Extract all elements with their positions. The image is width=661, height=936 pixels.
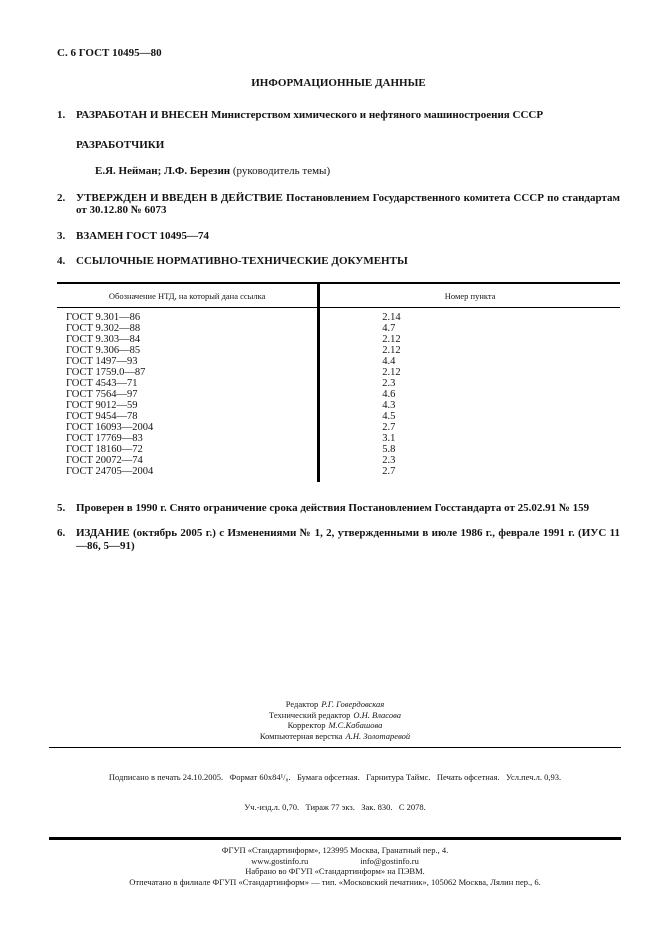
info-item-references xyxy=(57,255,620,268)
publisher-website: www.gostinfo.ru xyxy=(251,855,309,866)
clause-number: 4.3 xyxy=(382,399,396,411)
colophon xyxy=(49,699,621,887)
clause-number: 4.5 xyxy=(382,410,396,422)
table-row xyxy=(57,389,620,400)
ntd-designation: ГОСТ 9012—59 xyxy=(57,400,319,411)
clause-number: 2.7 xyxy=(382,421,396,433)
ntd-designation: ГОСТ 9454—78 xyxy=(57,411,319,422)
imprint-line-2: Уч.-изд.л. 0,70. Тираж 77 экз. Зак. 830. С 2078. xyxy=(244,802,426,812)
clause-number: 4.6 xyxy=(382,388,396,400)
developers-heading: РАЗРАБОТЧИКИ xyxy=(76,138,165,151)
table-header xyxy=(57,283,620,308)
info-item-approved xyxy=(57,192,620,217)
ntd-designation: ГОСТ 16093—2004 xyxy=(57,422,319,433)
credit-name: О.Н. Власова xyxy=(353,709,401,720)
info-item-checked xyxy=(57,502,620,515)
item-text: УТВЕРЖДЕН И ВВЕДЕН В ДЕЙСТВИЕ Постановлением Государственного комитета СССР по стандартам от 30.12.80 № 6073 xyxy=(76,191,620,216)
publisher-email: info@gostinfo.ru xyxy=(360,855,419,866)
item-number: 4. xyxy=(57,255,66,267)
clause-number: 5.8 xyxy=(382,443,396,455)
table-body xyxy=(57,307,620,482)
credit-role: Редактор xyxy=(285,699,319,709)
table-row xyxy=(57,334,620,345)
table-row xyxy=(57,345,620,356)
credit-name: М.С.Кабашова xyxy=(328,720,383,730)
item-number: 3. xyxy=(57,229,66,242)
imprint-line-1: Подписано в печать 24.10.2005. Формат 60х84¹/₈. Бумага офсетная. Гарнитура Таймс. Печать офсетная. Усл.печ.л. 0,93. xyxy=(108,772,562,782)
ntd-designation: ГОСТ 1759.0—87 xyxy=(57,367,319,378)
ntd-designation: ГОСТ 17769—83 xyxy=(57,433,319,444)
item-number: 5. xyxy=(57,501,66,514)
table-row xyxy=(57,444,620,455)
credit-line-proofreader xyxy=(49,720,621,731)
table-header-row xyxy=(57,283,620,308)
item-text: Проверен в 1990 г. Снято ограничение срока действия Постановлением Госстандарта от 25.02.91 № 159 xyxy=(76,501,590,514)
credit-line-layout xyxy=(49,731,621,742)
credits-block xyxy=(49,699,621,741)
clause-number: 2.12 xyxy=(382,344,401,356)
clause-number: 4.7 xyxy=(382,322,396,334)
clause-number: 4.4 xyxy=(382,355,396,367)
credit-role: Технический редактор xyxy=(269,709,351,720)
ntd-designation: ГОСТ 7564—97 xyxy=(57,389,319,400)
developer-names: Е.Я. Нейман; Л.Ф. Березин xyxy=(95,165,231,177)
publisher-block xyxy=(49,840,621,887)
clause-number: 2.12 xyxy=(382,333,401,345)
ntd-designation: ГОСТ 24705—2004 xyxy=(57,466,319,482)
info-item-developed xyxy=(57,109,620,122)
clause-number: 2.14 xyxy=(382,311,401,323)
table-header-clause: Номер пункта xyxy=(319,283,620,308)
table-row xyxy=(57,367,620,378)
ntd-designation: ГОСТ 9.301—86 xyxy=(57,307,319,323)
developers-line xyxy=(95,165,620,178)
credit-line-technical-editor xyxy=(49,710,621,721)
clause-number: 2.12 xyxy=(382,366,401,378)
table-row xyxy=(57,433,620,444)
ntd-designation: ГОСТ 9.302—88 xyxy=(57,323,319,334)
credit-role: Компьютерная верстка xyxy=(259,730,343,741)
table-row xyxy=(57,356,620,367)
publisher-contacts xyxy=(49,856,621,867)
ntd-designation: ГОСТ 9.303—84 xyxy=(57,334,319,345)
page-header-code: С. 6 ГОСТ 10495—80 xyxy=(57,47,162,59)
item-text: РАЗРАБОТАН И ВНЕСЕН Министерством химического и нефтяного машиностроения СССР xyxy=(76,109,544,121)
table-row xyxy=(57,378,620,389)
ntd-designation: ГОСТ 4543—71 xyxy=(57,378,319,389)
credit-name: Р.Г. Говердовская xyxy=(321,699,385,709)
clause-number: 2.3 xyxy=(382,454,396,466)
print-imprint xyxy=(49,748,621,837)
item-number: 2. xyxy=(57,191,66,204)
table-row xyxy=(57,455,620,466)
table-row xyxy=(57,323,620,334)
table-header-designation: Обозначение НТД, на который дана ссылка xyxy=(57,283,319,308)
table-row xyxy=(57,422,620,433)
item-text: ССЫЛОЧНЫЕ НОРМАТИВНО-ТЕХНИЧЕСКИЕ ДОКУМЕНТЫ xyxy=(76,255,408,267)
ntd-designation: ГОСТ 1497—93 xyxy=(57,356,319,367)
info-item-edition xyxy=(57,527,620,552)
table-row xyxy=(57,307,620,323)
item-text: ВЗАМЕН ГОСТ 10495—74 xyxy=(76,229,210,242)
referenced-documents-table xyxy=(57,282,620,482)
typeset-note: Набрано во ФГУП «Стандартинформ» на ПЭВМ. xyxy=(245,866,425,876)
publisher-address: ФГУП «Стандартинформ», 123995 Москва, Гранатный пер., 4. xyxy=(221,845,449,855)
clause-number: 2.7 xyxy=(382,465,396,477)
table-row xyxy=(57,466,620,482)
credit-role: Корректор xyxy=(287,720,326,730)
ntd-designation: ГОСТ 20072—74 xyxy=(57,455,319,466)
clause-number: 3.1 xyxy=(382,432,396,444)
ntd-designation: ГОСТ 9.306—85 xyxy=(57,345,319,356)
clause-number: 2.3 xyxy=(382,377,396,389)
item-text: ИЗДАНИЕ (октябрь 2005 г.) с Изменениями № 1, 2, утвержденными в июле 1986 г., феврале 1991 г. (ИУС 11—86, 5—91) xyxy=(76,527,620,552)
info-item-replaces xyxy=(57,230,620,243)
table-row xyxy=(57,400,620,411)
item-number: 6. xyxy=(57,527,66,539)
printed-note: Отпечатано в филиале ФГУП «Стандартинформ» — тип. «Московский печатник», 105062 Москва, Лялин пер., 6. xyxy=(129,876,541,887)
table-row xyxy=(57,411,620,422)
ntd-designation: ГОСТ 18160—72 xyxy=(57,444,319,455)
credit-name: А.Н. Золотаревой xyxy=(345,730,411,741)
credit-line-editor xyxy=(49,699,621,710)
page-title: ИНФОРМАЦИОННЫЕ ДАННЫЕ xyxy=(251,77,426,89)
item-number: 1. xyxy=(57,109,66,121)
developer-note: (руководитель темы) xyxy=(232,165,331,177)
